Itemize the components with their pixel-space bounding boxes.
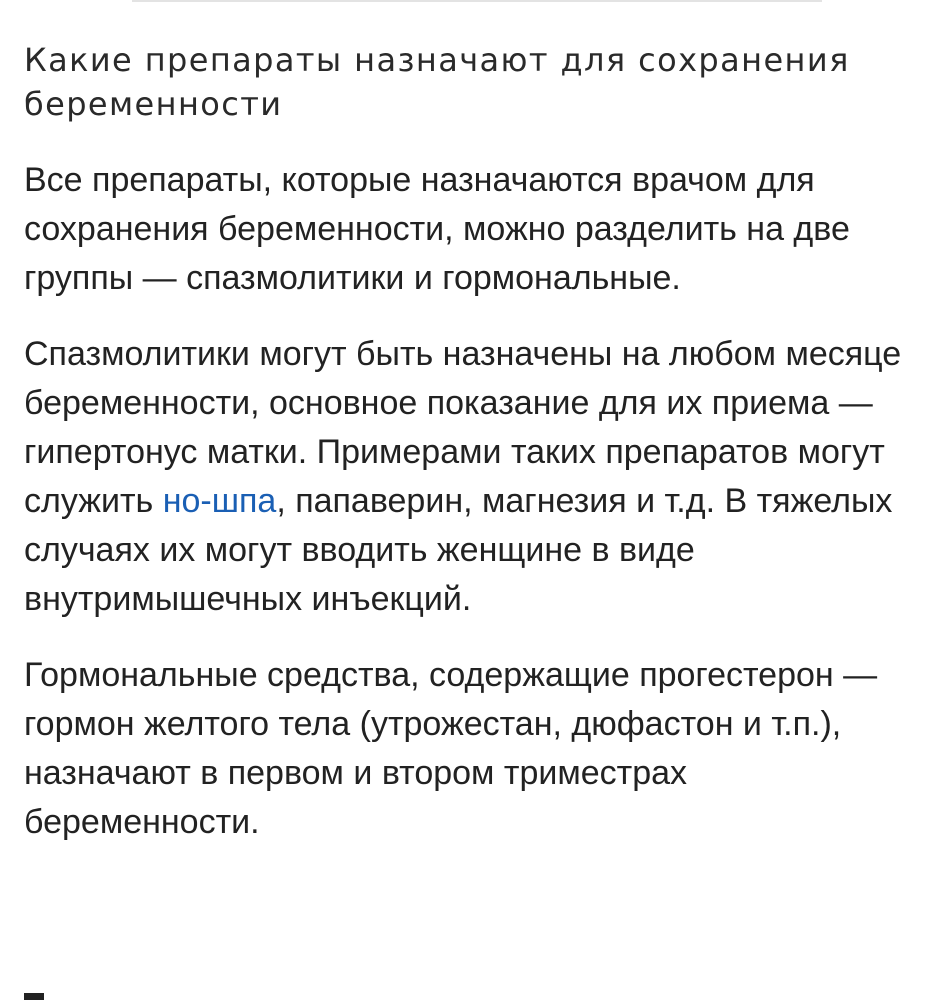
paragraph-hormonal: Гормональные средства, содержащие прогестерон — гормон желтого тела (утрожестан, дюфастон и т.п.), назначают в первом и втором триместрах беременности. — [24, 656, 878, 841]
paragraph-text-before-link: Спазмолитики могут быть назначены на любом месяце беременности, основное показание для их приема — гипертонус матки. Примерами таких препаратов могут служить — [24, 335, 902, 520]
paragraph-text-after-link: , папаверин, магнезия и т.д. В тяжелых случаях их могут вводить женщине в виде внутримышечных инъекций. — [24, 482, 893, 618]
top-divider — [132, 0, 822, 2]
paragraph-groups: Все препараты, которые назначаются врачом для сохранения беременности, можно разделить на две группы — спазмолитики и гормональные. — [24, 161, 850, 297]
section-heading: Какие препараты назначают для сохранения беременности — [24, 41, 850, 123]
no-shpa-link[interactable]: но-шпа — [162, 482, 277, 520]
article-body — [24, 38, 914, 874]
next-paragraph-fragment — [24, 993, 44, 1000]
paragraph-antispasmodics — [24, 330, 914, 624]
